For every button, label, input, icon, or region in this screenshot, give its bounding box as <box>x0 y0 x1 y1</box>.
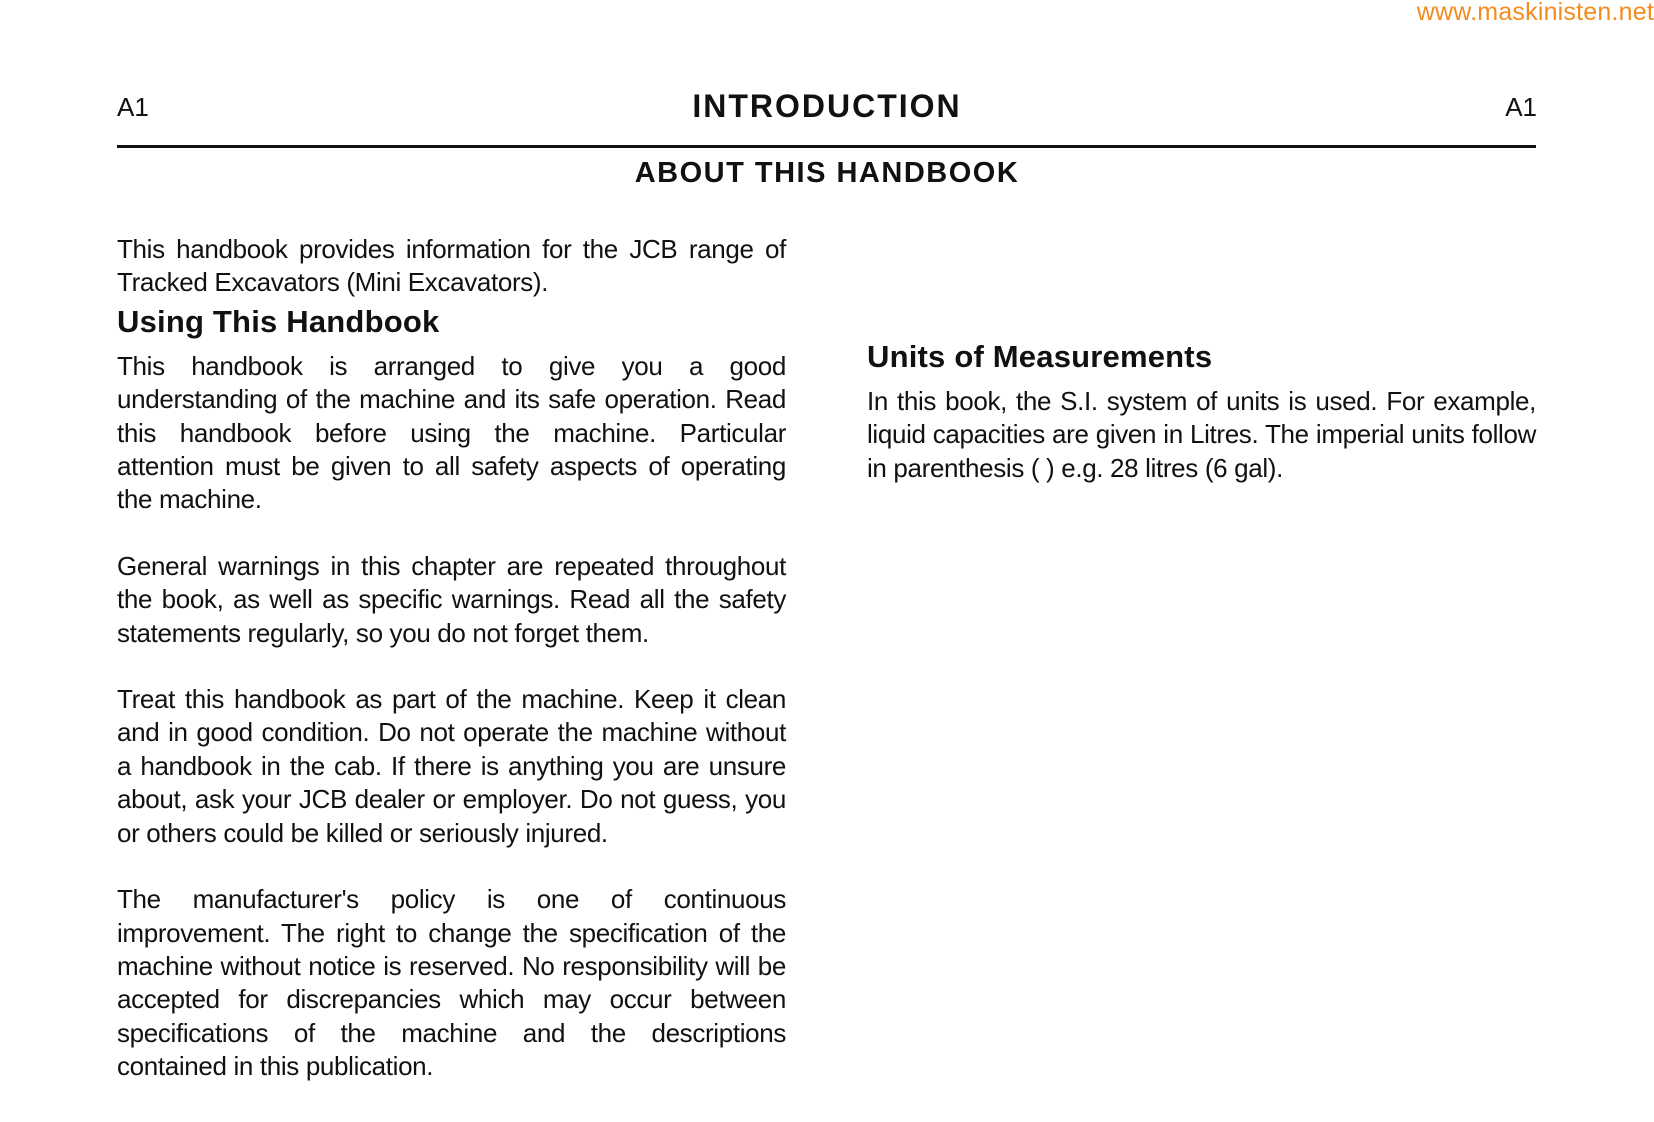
using-paragraph-1: This handbook is arranged to give you a good understanding of the machine and its safe operation. Read this handbook before using the machine. Particular attention must be given to all safety aspects of operating the machine. <box>117 350 786 515</box>
right-column <box>867 335 1536 485</box>
chapter-title-text: INTRODUCTION <box>692 88 962 124</box>
using-handbook-heading: Using This Handbook <box>117 303 440 339</box>
units-paragraph: In this book, the S.I. system of units is used. For example, liquid capacities are given in Litres. The imperial units follow in parenthesis ( ) e.g. 28 litres (6 gal). <box>867 386 1536 483</box>
units-heading: Units of Measurements <box>867 339 1213 374</box>
using-paragraph-4: The manufacturer's policy is one of continuous improvement. The right to change the specification of the machine without notice is reserved. No responsibility will be accepted for discrepancies which may occur between specifications of the machine and the descriptions contained in this publication. <box>117 884 786 1082</box>
intro-paragraph: This handbook provides information for the JCB range of Tracked Excavators (Mini Excavators). <box>117 234 786 298</box>
using-paragraph-2: General warnings in this chapter are repeated throughout the book, as well as specific warnings. Read all the safety statements regularly, so you do not forget them. <box>117 550 786 648</box>
section-title: ABOUT THIS HANDBOOK <box>634 157 1020 189</box>
page-ref-right: A1 <box>1505 92 1537 122</box>
paragraph-gap <box>117 850 786 883</box>
left-column <box>117 233 786 1084</box>
paragraph-gap <box>117 517 786 550</box>
using-paragraph-3: Treat this handbook as part of the machine. Keep it clean and in good condition. Do not operate the machine without a handbook in the cab. If there is anything you are unsure about, ask your JCB dealer or employer. Do not guess, you or others could be killed or seriously injured. <box>117 684 786 848</box>
page-ref-left: A1 <box>117 92 149 122</box>
chapter-title <box>0 88 1654 125</box>
header-divider <box>117 145 1536 148</box>
paragraph-gap <box>117 650 786 683</box>
watermark-link[interactable]: www.maskinisten.net <box>1416 0 1654 26</box>
